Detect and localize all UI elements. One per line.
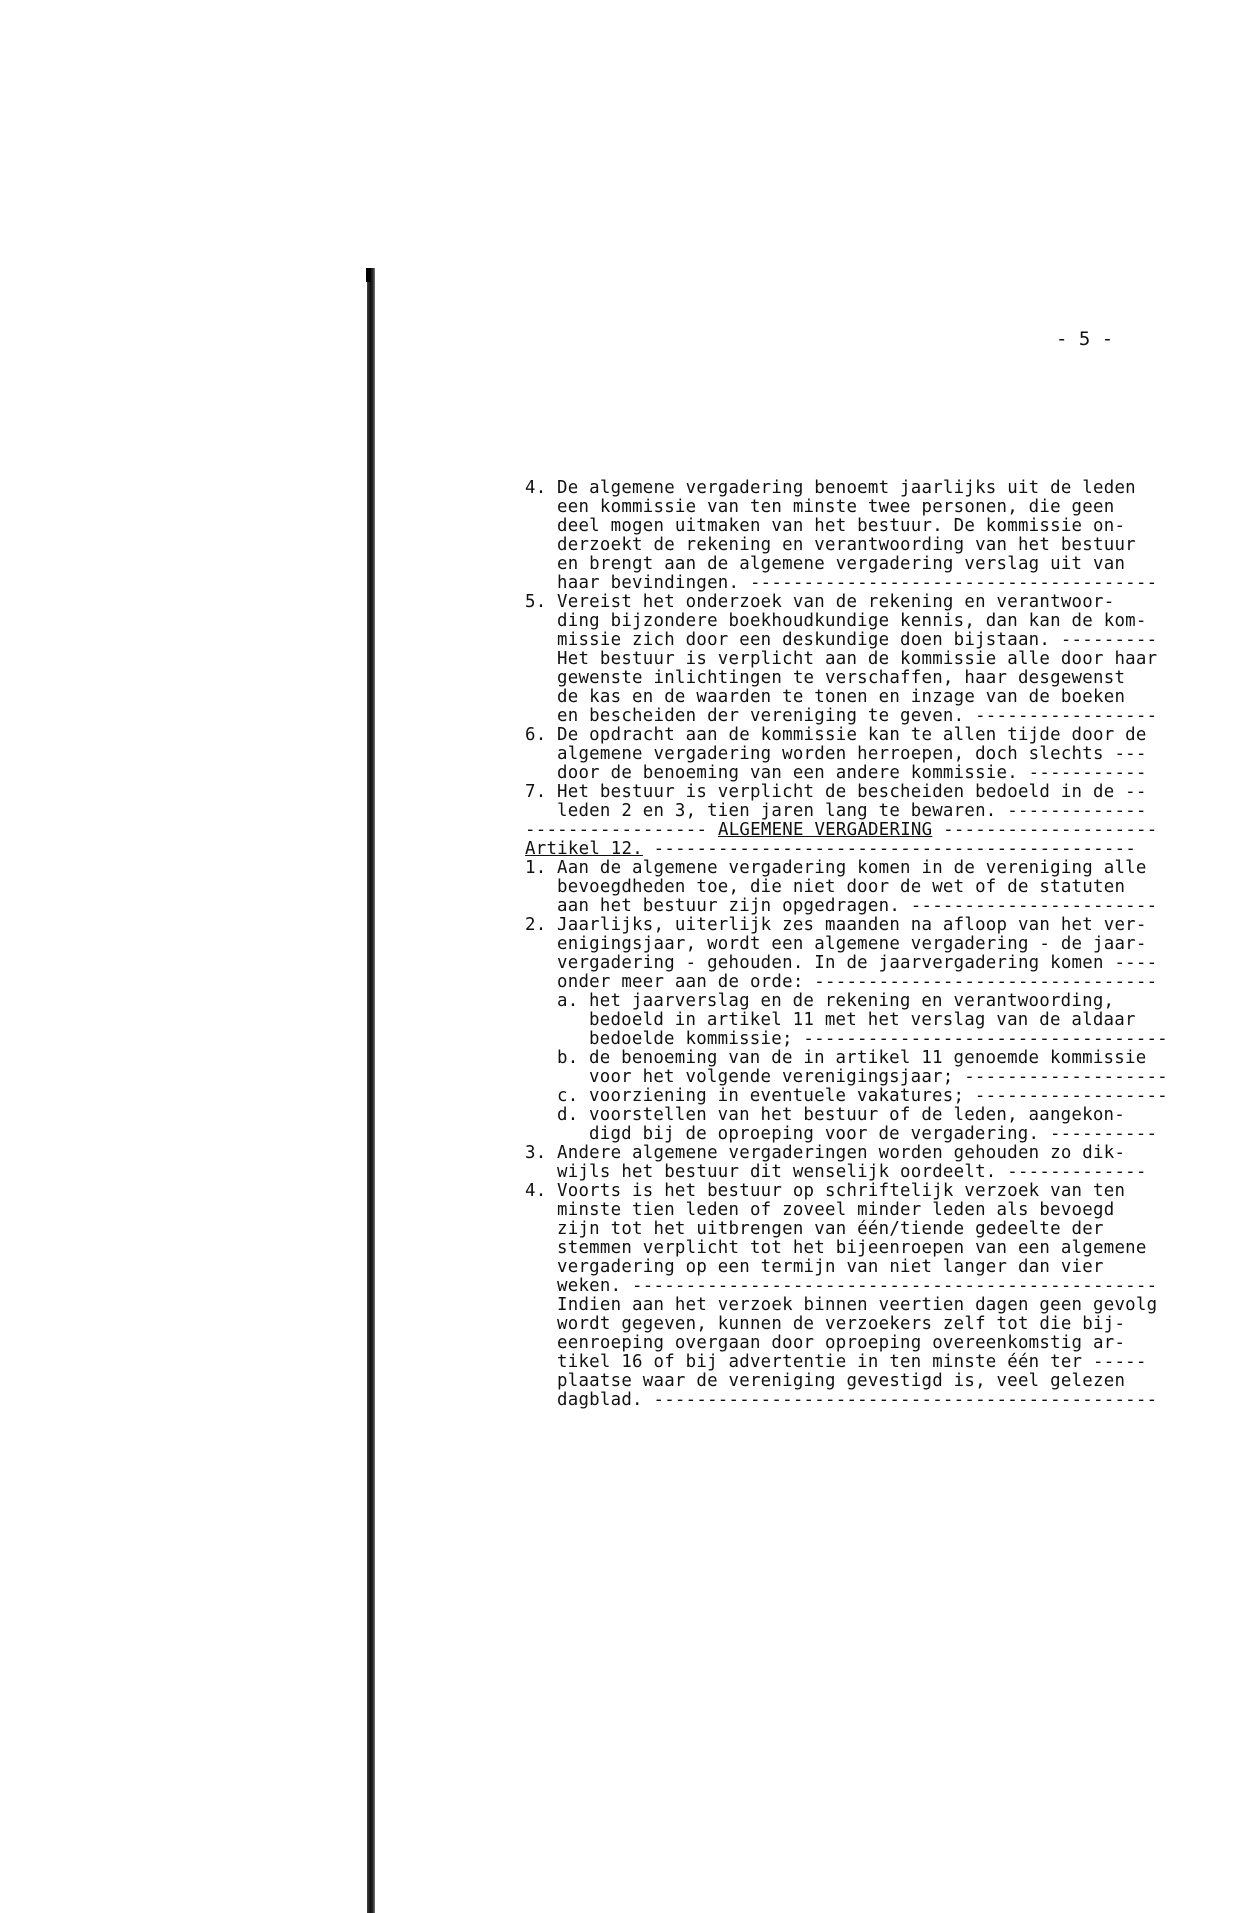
item-number: 6. bbox=[525, 725, 547, 745]
binding-edge-tip bbox=[366, 268, 371, 282]
line-text: plaatse waar de vereniging gevestigd is, veel gelezen bbox=[557, 1371, 1126, 1391]
line-text: het jaarverslag en de rekening en verantwoording, bbox=[589, 991, 1115, 1011]
line-text: en bescheiden der vereniging te geven. ----------------- bbox=[557, 706, 1158, 726]
line-text: missie zich door een deskundige doen bijstaan. --------- bbox=[557, 630, 1158, 650]
line-text: De algemene vergadering benoemt jaarlijks uit de leden bbox=[557, 478, 1136, 498]
text-line bbox=[525, 1125, 1205, 1144]
line-text: bedoelde kommissie; ---------------------------------- bbox=[589, 1029, 1168, 1049]
text-line bbox=[525, 1106, 1205, 1125]
text-line bbox=[525, 1353, 1205, 1372]
document-body bbox=[525, 479, 1205, 1410]
text-line bbox=[525, 916, 1205, 935]
text-line bbox=[525, 669, 1205, 688]
line-text: enigingsjaar, wordt een algemene vergadering - de jaar- bbox=[557, 934, 1147, 954]
line-text: Het bestuur is verplicht de bescheiden bedoeld in de -- bbox=[557, 782, 1147, 802]
line-text: dagblad. ----------------------------------------------- bbox=[557, 1390, 1158, 1410]
item-number: 4. bbox=[525, 1181, 547, 1201]
text-line bbox=[525, 935, 1205, 954]
text-line bbox=[525, 1220, 1205, 1239]
section-title: ALGEMENE VERGADERING bbox=[717, 820, 933, 840]
heading-dashes-right: -------------------- bbox=[932, 820, 1158, 840]
article-dashes: --------------------------------------------- bbox=[642, 839, 1137, 859]
text-line bbox=[525, 954, 1205, 973]
line-text: stemmen verplicht tot het bijeenroepen van een algemene bbox=[557, 1238, 1147, 1258]
text-line bbox=[525, 802, 1205, 821]
text-line bbox=[525, 859, 1205, 878]
line-text: voor het volgende verenigingsjaar; ------------------- bbox=[589, 1067, 1168, 1087]
item-number: 1. bbox=[525, 858, 547, 878]
text-line bbox=[525, 650, 1205, 669]
article-title: Artikel 12. bbox=[525, 839, 643, 859]
item-number: 4. bbox=[525, 478, 547, 498]
heading-dashes-left: ----------------- bbox=[525, 820, 718, 840]
text-line bbox=[525, 973, 1205, 992]
text-line bbox=[525, 1087, 1205, 1106]
line-text: derzoekt de rekening en verantwoording van het bestuur bbox=[557, 535, 1136, 555]
text-line bbox=[525, 1372, 1205, 1391]
line-text: de kas en de waarden te tonen en inzage van de boeken bbox=[557, 687, 1126, 707]
text-line bbox=[525, 1068, 1205, 1087]
item-number: 3. bbox=[525, 1143, 547, 1163]
text-line bbox=[525, 878, 1205, 897]
line-text: een kommissie van ten minste twee personen, die geen bbox=[557, 497, 1115, 517]
section-heading bbox=[525, 821, 1205, 840]
line-text: voorziening in eventuele vakatures; ------------------ bbox=[589, 1086, 1168, 1106]
line-text: wordt gegeven, kunnen de verzoekers zelf tot die bij- bbox=[557, 1314, 1126, 1334]
line-text: algemene vergadering worden herroepen, doch slechts --- bbox=[557, 744, 1147, 764]
text-line bbox=[525, 1201, 1205, 1220]
line-text: en brengt aan de algemene vergadering verslag uit van bbox=[557, 554, 1126, 574]
line-text: digd bij de oproeping voor de vergadering. ---------- bbox=[589, 1124, 1158, 1144]
line-text: Vereist het onderzoek van de rekening en verantwoor- bbox=[557, 592, 1115, 612]
line-text: leden 2 en 3, tien jaren lang te bewaren. ------------- bbox=[557, 801, 1147, 821]
text-line bbox=[525, 517, 1205, 536]
line-text: haar bevindingen. -------------------------------------- bbox=[557, 573, 1158, 593]
text-line bbox=[525, 612, 1205, 631]
text-line bbox=[525, 593, 1205, 612]
page-number: - 5 - bbox=[1056, 328, 1114, 350]
line-text: voorstellen van het bestuur of de leden, aangekon- bbox=[589, 1105, 1126, 1125]
text-line bbox=[525, 745, 1205, 764]
sub-item-letter: a. bbox=[557, 991, 579, 1011]
line-text: zijn tot het uitbrengen van één/tiende gedeelte der bbox=[557, 1219, 1104, 1239]
text-line bbox=[525, 1239, 1205, 1258]
text-line bbox=[525, 1011, 1205, 1030]
item-number: 5. bbox=[525, 592, 547, 612]
line-text: deel mogen uitmaken van het bestuur. De kommissie on- bbox=[557, 516, 1126, 536]
line-text: wijls het bestuur dit wenselijk oordeelt. ------------- bbox=[557, 1162, 1147, 1182]
text-line bbox=[525, 783, 1205, 802]
text-line bbox=[525, 688, 1205, 707]
text-line bbox=[525, 1049, 1205, 1068]
line-text: aan het bestuur zijn opgedragen. ----------------------- bbox=[557, 896, 1158, 916]
line-text: Het bestuur is verplicht aan de kommissie alle door haar bbox=[557, 649, 1158, 669]
text-line bbox=[525, 574, 1205, 593]
text-line bbox=[525, 1277, 1205, 1296]
text-line bbox=[525, 1296, 1205, 1315]
text-line bbox=[525, 1258, 1205, 1277]
text-line bbox=[525, 555, 1205, 574]
text-line bbox=[525, 897, 1205, 916]
line-text: Jaarlijks, uiterlijk zes maanden na afloop van het ver- bbox=[557, 915, 1147, 935]
text-line bbox=[525, 1315, 1205, 1334]
text-line bbox=[525, 498, 1205, 517]
line-text: bevoegdheden toe, die niet door de wet of de statuten bbox=[557, 877, 1126, 897]
line-text: De opdracht aan de kommissie kan te allen tijde door de bbox=[557, 725, 1147, 745]
item-number: 7. bbox=[525, 782, 547, 802]
text-line bbox=[525, 479, 1205, 498]
line-text: gewenste inlichtingen te verschaffen, haar desgewenst bbox=[557, 668, 1126, 688]
text-line bbox=[525, 1030, 1205, 1049]
line-text: tikel 16 of bij advertentie in ten minste één ter ----- bbox=[557, 1352, 1147, 1372]
sub-item-letter: d. bbox=[557, 1105, 579, 1125]
text-line bbox=[525, 536, 1205, 555]
line-text: Voorts is het bestuur op schriftelijk verzoek van ten bbox=[557, 1181, 1126, 1201]
line-text: onder meer aan de orde: -------------------------------- bbox=[557, 972, 1158, 992]
line-text: weken. ------------------------------------------------- bbox=[557, 1276, 1158, 1296]
line-text: eenroeping overgaan door oproeping overeenkomstig ar- bbox=[557, 1333, 1126, 1353]
text-line bbox=[525, 726, 1205, 745]
line-text: ding bijzondere boekhoudkundige kennis, dan kan de kom- bbox=[557, 611, 1147, 631]
text-line bbox=[525, 1391, 1205, 1410]
line-text: bedoeld in artikel 11 met het verslag van de aldaar bbox=[589, 1010, 1136, 1030]
line-text: de benoeming van de in artikel 11 genoemde kommissie bbox=[589, 1048, 1147, 1068]
text-line bbox=[525, 992, 1205, 1011]
line-text: Aan de algemene vergadering komen in de vereniging alle bbox=[557, 858, 1147, 878]
article-heading bbox=[525, 840, 1205, 859]
text-line bbox=[525, 1163, 1205, 1182]
text-line bbox=[525, 631, 1205, 650]
line-text: Indien aan het verzoek binnen veertien dagen geen gevolg bbox=[557, 1295, 1158, 1315]
text-line bbox=[525, 764, 1205, 783]
text-line bbox=[525, 1182, 1205, 1201]
line-text: minste tien leden of zoveel minder leden als bevoegd bbox=[557, 1200, 1115, 1220]
sub-item-letter: b. bbox=[557, 1048, 579, 1068]
line-text: vergadering op een termijn van niet langer dan vier bbox=[557, 1257, 1104, 1277]
binding-edge bbox=[367, 268, 375, 1913]
item-number: 2. bbox=[525, 915, 547, 935]
line-text: vergadering - gehouden. In de jaarvergadering komen ---- bbox=[557, 953, 1158, 973]
line-text: door de benoeming van een andere kommissie. ----------- bbox=[557, 763, 1147, 783]
line-text: Andere algemene vergaderingen worden gehouden zo dik- bbox=[557, 1143, 1126, 1163]
text-line bbox=[525, 1144, 1205, 1163]
text-line bbox=[525, 707, 1205, 726]
text-line bbox=[525, 1334, 1205, 1353]
sub-item-letter: c. bbox=[557, 1086, 579, 1106]
